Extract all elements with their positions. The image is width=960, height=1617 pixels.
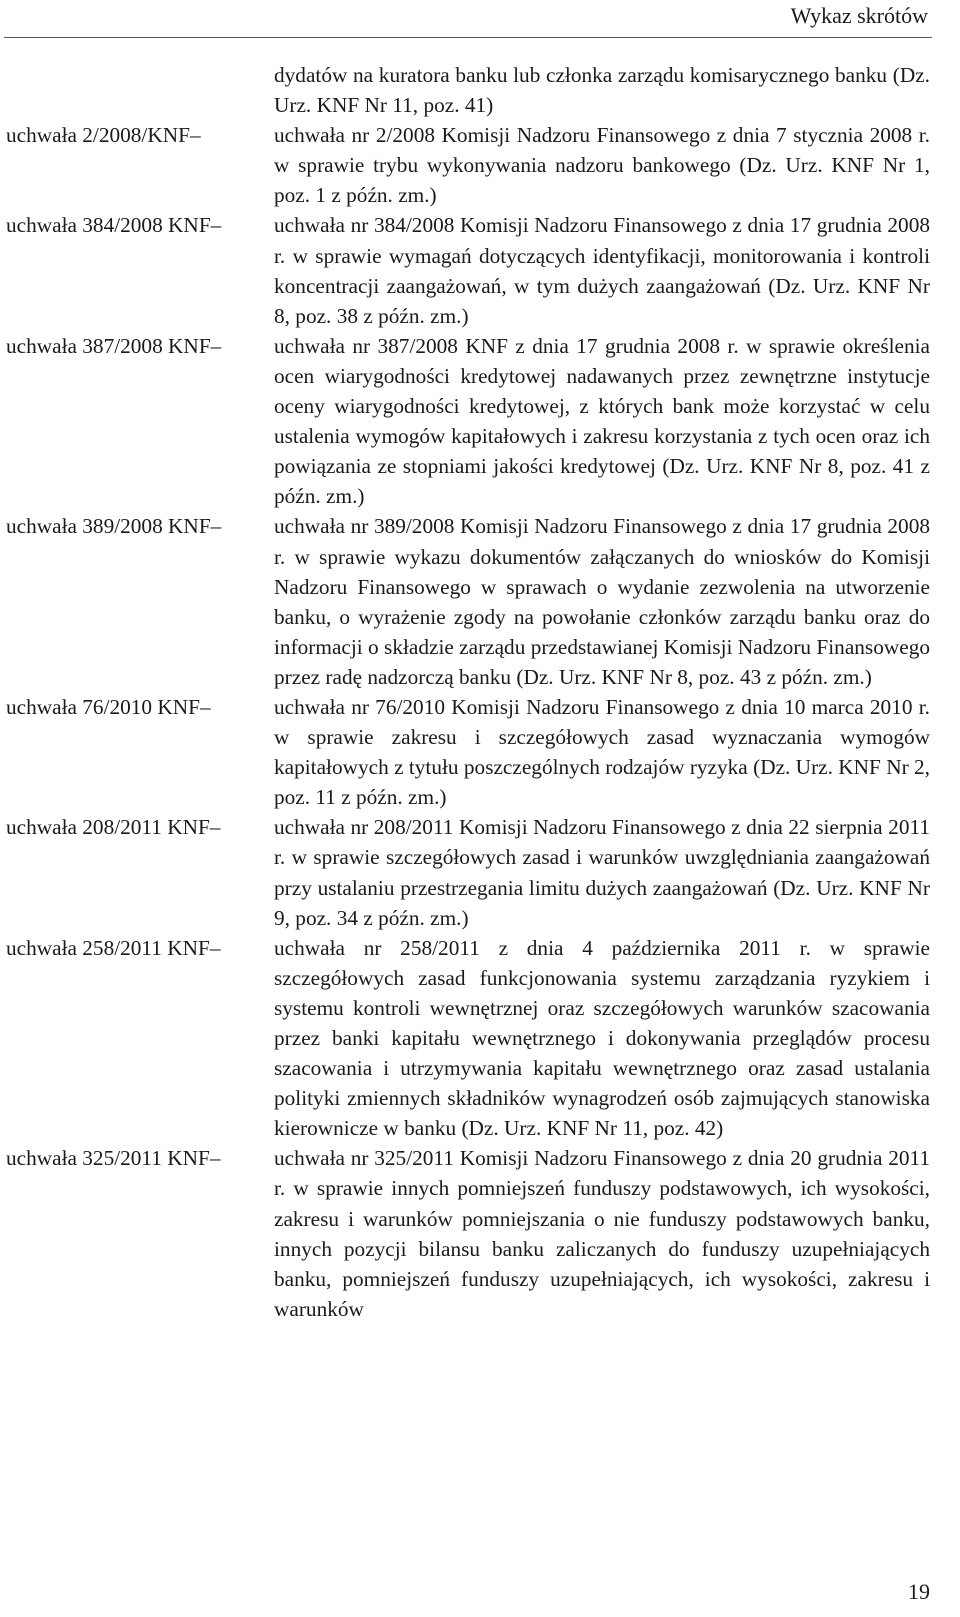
- entry-definition: uchwała nr 76/2010 Komisji Nadzoru Finansowego z dnia 10 marca 2010 r. w sprawie zakresu i szczegółowych zasad wyznaczania wymogów kapitałowych z tytułu poszczególnych rodzajów ryzyka (Dz. Urz. KNF Nr 2, poz. 11 z późn. zm.): [274, 694, 930, 810]
- entry-definition: uchwała nr 258/2011 z dnia 4 października 2011 r. w sprawie szczegółowych zasad funkcjonowania systemu zarządzania ryzykiem i systemu kontroli wewnętrznej oraz szczegółowych warunków szacowania przez banki kapitału wewnętrznego i dokonywania przeglądów procesu szacowania i utrzymywania kapitału wewnętrznego oraz zasad ustalania polityki zmiennych składników wynagrodzeń osób zajmujących stanowiska kierownicze w banku (Dz. Urz. KNF Nr 11, poz. 42): [274, 935, 930, 1141]
- entry-term: [6, 692, 274, 722]
- term-dash: –: [209, 815, 221, 840]
- entry-definition: uchwała nr 2/2008 Komisji Nadzoru Finansowego z dnia 7 stycznia 2008 r. w sprawie trybu wykonywania nadzoru bankowego (Dz. Urz. KNF Nr 1, poz. 1 z późn. zm.): [274, 123, 930, 208]
- abbreviation-entry: [6, 812, 930, 932]
- entry-term: [6, 331, 274, 361]
- entry-term: [6, 511, 274, 541]
- term-text: uchwała 389/2008 KNF: [6, 514, 211, 539]
- abbreviation-entry: [6, 933, 930, 1144]
- entry-term: [6, 812, 274, 842]
- term-dash: –: [189, 123, 201, 148]
- abbreviation-entry: [6, 511, 930, 692]
- term-text: uchwała 208/2011 KNF: [6, 815, 210, 840]
- term-text: uchwała 258/2011 KNF: [6, 935, 210, 960]
- header-rule: [4, 37, 932, 38]
- entry-definition: uchwała nr 389/2008 Komisji Nadzoru Finansowego z dnia 17 grudnia 2008 r. w sprawie wykazu dokumentów załączanych do wniosków do Komisji Nadzoru Finansowego w sprawach o wydanie zezwolenia na utworzenie banku, o wyrażenie zgody na powołanie członków zarządu banku oraz do informacji o składzie zarządu przedstawianej Komisji Nadzoru Finansowego przez radę nadzorczą banku (Dz. Urz. KNF Nr 8, poz. 43 z późn. zm.): [274, 514, 930, 689]
- entry-term: [6, 1143, 274, 1173]
- abbreviation-entry: [6, 120, 930, 210]
- term-dash: –: [209, 935, 221, 960]
- abbreviations-list: [6, 60, 930, 1324]
- term-text: uchwała 387/2008 KNF: [6, 333, 211, 358]
- abbreviation-entry: [6, 692, 930, 812]
- term-dash: –: [210, 514, 222, 539]
- abbreviation-entry: [6, 210, 930, 330]
- entry-term: [6, 120, 274, 150]
- page-number: 19: [908, 1579, 930, 1604]
- entry-definition: uchwała nr 208/2011 Komisji Nadzoru Finansowego z dnia 22 sierpnia 2011 r. w sprawie szczegółowych zasad i warunków uwzględniania zaangażowań przy ustalaniu przestrzegania limitu dużych zaangażowań (Dz. Urz. KNF Nr 9, poz. 34 z późn. zm.): [274, 815, 930, 930]
- term-text: uchwała 2/2008/KNF: [6, 123, 190, 148]
- term-dash: –: [200, 694, 211, 719]
- term-text: uchwała 76/2010 KNF: [6, 694, 201, 719]
- entry-term: [6, 933, 274, 963]
- entry-term: [6, 210, 274, 240]
- abbreviation-entry: [6, 331, 930, 512]
- running-header: Wykaz skrótów: [790, 3, 928, 28]
- entry-definition: uchwała nr 387/2008 KNF z dnia 17 grudnia 2008 r. w sprawie określenia ocen wiarygodności kredytowej nadawanych przez zewnętrzne instytucje oceny wiarygodności kredytowej, z których bank może korzystać w celu ustalenia wymogów kapitałowych i zakresu korzystania z tych ocen oraz ich powiązania ze stopniami jakości kredytowej (Dz. Urz. KNF Nr 8, poz. 41 z późn. zm.): [274, 333, 930, 509]
- term-dash: –: [210, 213, 222, 238]
- entry-definition: uchwała nr 384/2008 Komisji Nadzoru Finansowego z dnia 17 grudnia 2008 r. w sprawie wymagań dotyczących identyfikacji, monitorowania i kontroli koncentracji zaangażowań, w tym dużych zaangażowań (Dz. Urz. KNF Nr 8, poz. 38 z późn. zm.): [274, 213, 930, 328]
- continued-definition: dydatów na kuratora banku lub członka zarządu komisarycznego banku (Dz. Urz. KNF Nr 11, poz. 41): [274, 63, 930, 118]
- entry-definition: uchwała nr 325/2011 Komisji Nadzoru Finansowego z dnia 20 grudnia 2011 r. w sprawie innych pomniejszeń funduszy podstawowych, ich wysokości, zakresu i warunków pomniejszania o nie funduszy podstawowych banku, innych pozycji bilansu banku zaliczanych do funduszy uzupełniających banku, pomniejszeń funduszy uzupełniających, ich wysokości, zakresu i warunków: [274, 1146, 930, 1321]
- term-dash: –: [210, 333, 222, 358]
- term-text: uchwała 384/2008 KNF: [6, 213, 211, 238]
- term-dash: –: [209, 1146, 221, 1171]
- term-text: uchwała 325/2011 KNF: [6, 1146, 210, 1171]
- abbreviation-entry: [6, 1143, 930, 1324]
